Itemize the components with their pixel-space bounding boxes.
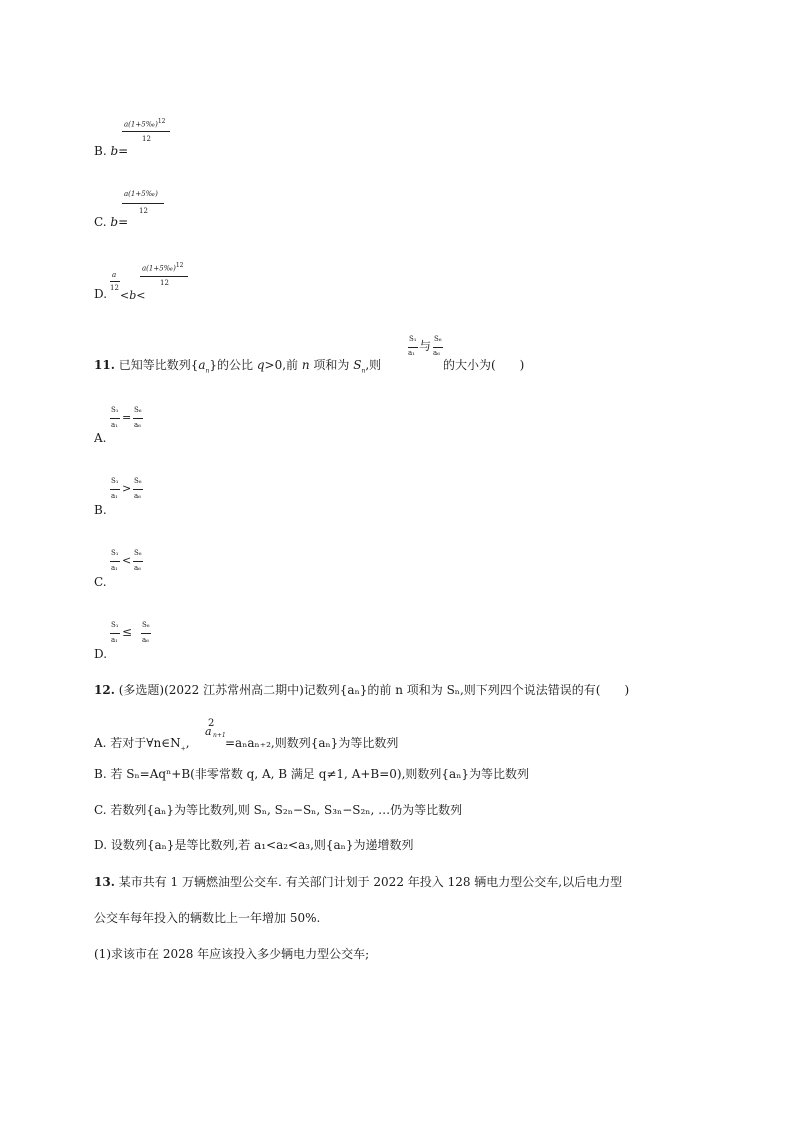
option-d-label: D. (94, 287, 108, 301)
option-d-right-denominator: 12 (160, 279, 169, 287)
q11-option-b-operator: > (122, 482, 132, 495)
q13-part1: (1)求该市在 2028 年应该投入多少辆电力型公交车; (94, 947, 370, 961)
q11-option-b-label: B. (94, 503, 107, 517)
option-d-right-fraction-bar (140, 276, 188, 277)
q11-option-c-operator: < (122, 554, 132, 567)
option-c-numerator: a(1+5‰) (124, 190, 158, 198)
q11-option-d-label: D. (94, 647, 108, 661)
q11-option-a-label: A. (94, 431, 107, 445)
q11-frac2-denominator: a₆ (433, 349, 440, 357)
option-b-numerator: a(1+5‰)$^{12}$ (124, 118, 166, 129)
option-c-denominator: 12 (139, 207, 148, 215)
q12-stem: 12. (多选题)(2022 江苏常州高二期中)记数列{aₙ}的前 n 项和为 Sₙ,则下列四个说法错误的有( ) (94, 683, 630, 697)
q11-frac1-numerator: S₁ (409, 335, 417, 343)
q11-option-a-operator: = (122, 411, 132, 424)
option-d-right-numerator: a(1+5‰)$^{12}$ (142, 262, 184, 273)
q12-option-c: C. 若数列{aₙ}为等比数列,则 Sₙ, S₂ₙ−Sₙ, S₃ₙ−S₂ₙ, …仍为等比数列 (94, 803, 463, 817)
q11-stem: 11. 已知等比数列$\{a_n\}$的公比 q>0,前 n 项和为 $S_n$,则 (94, 358, 382, 375)
q11-option-c-label: C. (94, 575, 107, 589)
q11-option-d-operator: ≤ (122, 625, 133, 639)
q11-frac1-denominator: a₁ (408, 349, 415, 357)
q11-frac1-bar (408, 347, 418, 348)
option-c-fraction-bar (122, 203, 164, 204)
option-d-left-denominator: 12 (110, 284, 119, 292)
q12-option-d: D. 设数列{aₙ}是等比数列,若 a₁<a₂<a₃,则{aₙ}为递增数列 (94, 838, 414, 852)
option-d-left-fraction-bar (110, 281, 120, 282)
q11-frac2-bar (433, 347, 443, 348)
option-b-exponent: 12 (157, 118, 166, 125)
option-d-inequality: <b< (120, 289, 146, 302)
q11-stem-tail: 的大小为( ) (443, 358, 525, 372)
q11-frac2-numerator: S₆ (434, 335, 442, 343)
q13-line2: 公交车每年投入的辆数比上一年增加 50%. (94, 911, 321, 925)
q11-yu: 与 (419, 339, 432, 353)
option-b-fraction-bar (122, 131, 170, 132)
q12-option-a-rest: =aₙaₙ₊₂,则数列{aₙ}为等比数列 (225, 736, 399, 750)
q12-option-a-subscript: n+1 (213, 732, 226, 739)
q13-line1: 13. 某市共有 1 万辆燃油型公交车. 有关部门计划于 2022 年投入 128 辆电力型公交车,以后电力型 (94, 875, 623, 889)
option-b-denominator: 12 (142, 135, 151, 143)
q12-option-a-a-term: a (205, 725, 212, 738)
option-b-label: B. b= (94, 144, 129, 158)
option-d-left-numerator: a (112, 271, 117, 279)
q12-option-b: B. 若 Sₙ=Aqⁿ+B(非零常数 q, A, B 满足 q≠1, A+B=0),则数列{aₙ}为等比数列 (94, 767, 530, 781)
q12-option-a: A. 若对于$\forall n\in N_+$, (94, 736, 190, 753)
option-c-label: C. b= (94, 215, 129, 229)
q12-option-a-superscript: 2 (208, 718, 215, 729)
